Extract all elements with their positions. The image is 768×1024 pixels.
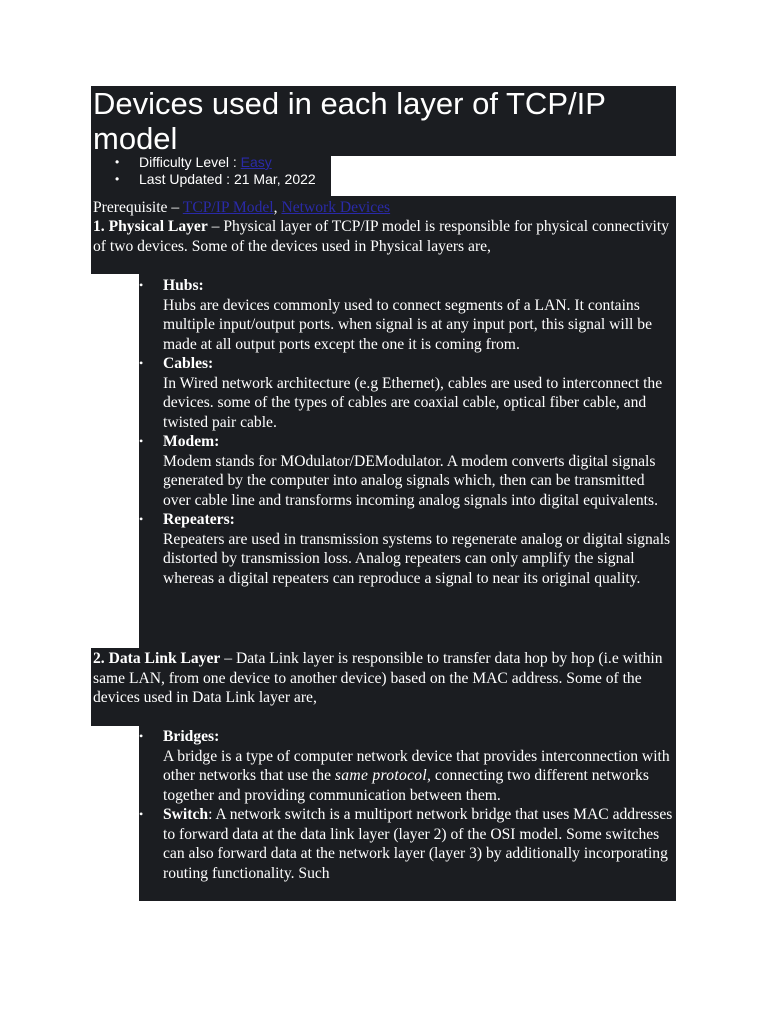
physical-layer-paragraph: 1. Physical Layer – Physical layer of TCP/IP model is responsible for physical connectivity of two devices. Some of the devices used in Physical layers are, xyxy=(93,218,670,255)
data-link-layer-heading: 2. Data Link Layer xyxy=(93,650,221,667)
list-item-bridges: • Bridges: A bridge is a type of computer network device that provides interconnection with other networks that use the same protocol, connecting two different networks together and providing communication between them. xyxy=(139,728,670,804)
data-link-devices-list xyxy=(139,727,676,883)
list-item-switch: • Switch: A network switch is a multiport network bridge that uses MAC addresses to forward data at the data link layer (layer 2) of the OSI model. Some switches can also forward data at the network layer (layer 3) by additionally incorporating routing functionality. Such xyxy=(139,806,673,882)
list-item-modem: • Modem: Modem stands for MOdulator/DEModulator. A modem converts digital signals generated by the computer into analog signals which, then can be transmitted over cable line and transforms incoming analog signals into digital equivalents. xyxy=(139,433,658,509)
last-updated: • Last Updated : 21 Mar, 2022 xyxy=(115,171,316,188)
article-meta xyxy=(115,154,316,188)
network-devices-link[interactable]: Network Devices xyxy=(281,199,391,216)
tcpip-model-link[interactable]: TCP/IP Model xyxy=(182,199,274,216)
data-link-layer-paragraph: 2. Data Link Layer – Data Link layer is responsible to transfer data hop by hop (i.e within same LAN, from one device to another device) based on the MAC address. Some of the devices used in Data Link layer are, xyxy=(93,650,663,706)
difficulty-link[interactable]: Easy xyxy=(240,154,272,170)
physical-layer-heading: 1. Physical Layer xyxy=(93,218,208,235)
list-item-hubs: • Hubs: Hubs are devices commonly used to connect segments of a LAN. It contains multiple input/output ports. when signal is at any input port, this signal will be made at all output ports except the one it is coming from. xyxy=(139,277,653,353)
page-title: Devices used in each layer of TCP/IP model xyxy=(93,86,606,156)
list-item-cables: • Cables: In Wired network architecture (e.g Ethernet), cables are used to interconnect the devices. some of the types of cables are coaxial cable, optical fiber cable, and twisted pair cable. xyxy=(139,355,663,431)
list-item-repeaters: • Repeaters: Repeaters are used in transmission systems to regenerate analog or digital signals distorted by transmission loss. Analog repeaters can only amplify the signal whereas a digital repeaters can reproduce a signal to near its original quality. xyxy=(139,511,671,587)
difficulty-level: • Difficulty Level : Easy xyxy=(115,154,316,171)
prerequisite-line: Prerequisite – TCP/IP Model, Network Devices xyxy=(93,199,391,216)
physical-devices-list xyxy=(139,276,676,588)
